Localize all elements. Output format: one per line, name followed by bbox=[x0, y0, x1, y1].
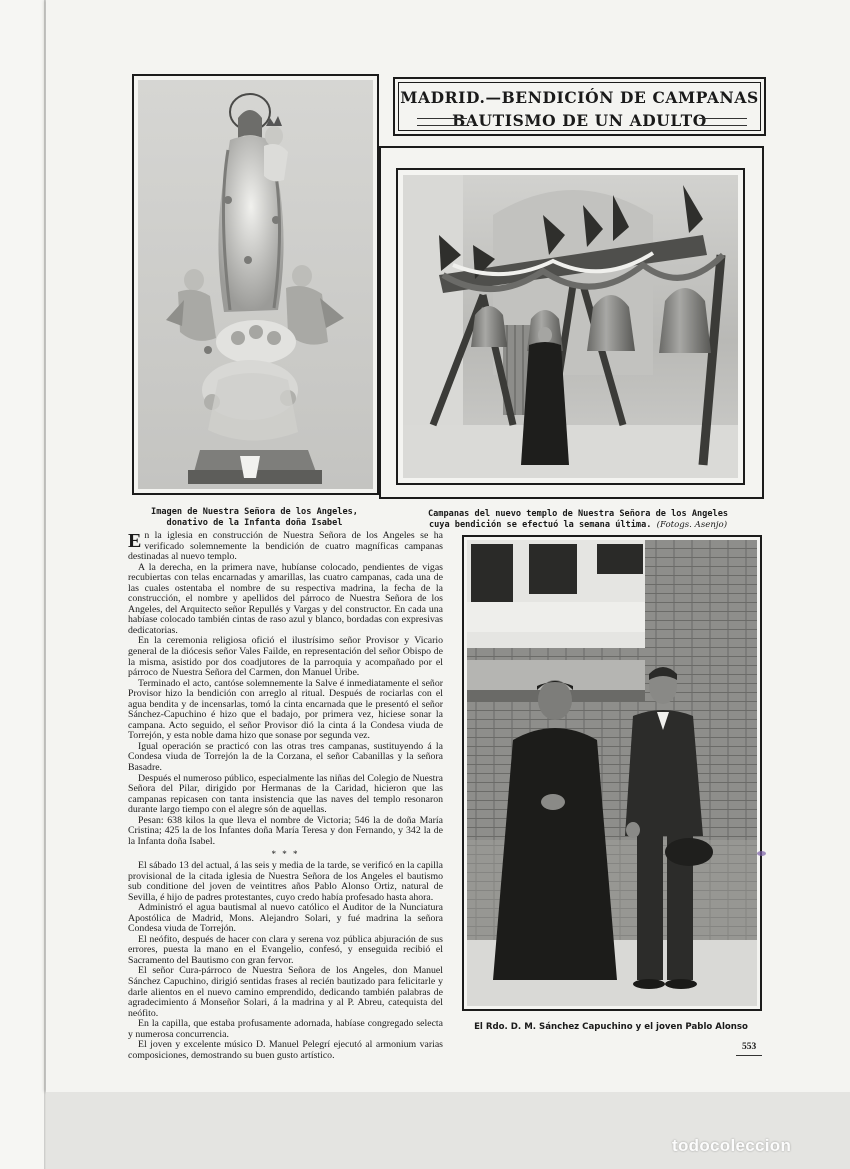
article-paragraph-6: Después el numeroso público, especialmente las niñas del Colegio de Nuestra Señora del Pilar, dirigido por Hermanas de la Caridad, hicieron que las campanas repicasen con tanta insistencia que las naves del templo resonaron durante largo tiempo con el alegre són de aquellas. bbox=[128, 772, 443, 816]
article-paragraph-3: En la ceremonia religiosa ofició el ilustrísimo señor Provisor y Vicario general de la diócesis señor Vales Failde, en representación del señor Obispo de la misma, asistido por dos coadjutores de la parroquia y acompañado por el párroco de Nuestra Señora del Carmen, don Manuel Uribe. bbox=[128, 635, 443, 679]
statue-caption bbox=[133, 507, 376, 529]
watermark-logo: todocoleccion bbox=[672, 1136, 792, 1155]
paragraph-text: n la iglesia en construcción de Nuestra Señora de los Angeles se ha verificado solemnemente la bendición de cuatro magníficas campanas destinadas al nuevo templo. bbox=[128, 530, 443, 563]
drop-cap: E bbox=[128, 530, 142, 552]
ink-stain bbox=[757, 851, 766, 856]
headline-box bbox=[393, 77, 766, 136]
page-spine bbox=[0, 0, 46, 1169]
article-paragraph-10: El neófito, después de hacer con clara y serena voz pública abjuración de sus errores, puesta la mano en el Evangelio, confesó, y enseguida recibió el Sacramento del Bautismo con gran fervor. bbox=[128, 933, 443, 966]
article-paragraph-5: Igual operación se practicó con las otras tres campanas, sustituyendo á la Condesa viuda de Torrejón la de la Corzana, el señor Cabanillas y la señora Basadre. bbox=[128, 740, 443, 774]
bells-caption-line-2 bbox=[388, 520, 768, 531]
statue-photo bbox=[138, 80, 373, 489]
bells-caption-text: cuya bendición se efectuó la semana última. bbox=[428, 520, 652, 530]
article-body bbox=[128, 531, 443, 1061]
bells-photo bbox=[403, 175, 738, 478]
bells-photo-frame bbox=[379, 146, 764, 499]
article-paragraph-4: Terminado el acto, cantóse solemnemente la Salve é inmediatamente el señor Provisor hizo la bendición con arreglo al ritual. Después de rociarlas con el agua bendita y de incensarlas, tomó la cinta encarnada que le presentó el señor Sánchez-Capuchino é hizo que el badajo, por primera vez, hiciese sonar la campana. Acto seguido, el señor Provisor dió la cinta á la Condesa viuda de Torrejón, y esta noble dama hizo que sonase por segunda vez. bbox=[128, 677, 443, 742]
article-paragraph-9: Administró el agua bautismal al nuevo católico el Auditor de la Nunciatura Apostólica de Madrid, Mons. Alejandro Solari, y fué madrina la señora Condesa viuda de Torrejón. bbox=[128, 902, 443, 935]
article-paragraph-7: Pesan: 638 kilos la que lleva el nombre de Victoria; 546 la de doña María Cristina; 425 la de los Infantes doña María Teresa y don Fernando, y 342 la de la Infanta doña Isabel. bbox=[128, 814, 443, 847]
bells-caption-line-1: Campanas del nuevo templo de Nuestra Señora de los Angeles bbox=[427, 509, 729, 519]
statue-photo-frame bbox=[132, 74, 379, 495]
bells-photo-border bbox=[396, 168, 745, 485]
headline-rule-left bbox=[417, 118, 467, 126]
article-paragraph-11: El señor Cura-párroco de Nuestra Señora de los Angeles, don Manuel Sánchez Capuchino, dirigió sentidas frases al recién bautizado para felicitarle y darle alientos en el nuevo camino emprendido, dedicando también palabras de agradecimiento á Monseñor Solari, á la madrina y al P. Abreu, catequista del neófito. bbox=[128, 965, 443, 1019]
bells-caption bbox=[388, 509, 768, 531]
page-number-rule bbox=[736, 1055, 762, 1056]
headline-rule-right bbox=[699, 118, 747, 126]
article-paragraph-12: En la capilla, que estaba profusamente adornada, habíase congregado selecta y numerosa concurrencia. bbox=[128, 1018, 443, 1040]
article-paragraph-2: A la derecha, en la primera nave, hubíanse colocado, pendientes de vigas recubiertas con telas encarnadas y amarillas, las cuatro campanas, cada una de las cuales ostentaba el nombre de su respectiva madrina, la fecha de la construcción, el nombre y apellidos del párroco de Nuestra Señora de los Angeles, del Arquitecto señor Repullés y Vargas y del constructor. En cada una habíase colocado también cintas de raso azul y blanco, bordadas con expresivas dedicatorias. bbox=[128, 561, 443, 636]
portrait-photo bbox=[467, 540, 757, 1006]
article-paragraph-1 bbox=[128, 531, 443, 563]
statue-caption-line-2: donativo de la Infanta doña Isabel bbox=[166, 518, 343, 528]
portrait-caption: El Rdo. D. M. Sánchez Capuchino y el joven Pablo Alonso bbox=[474, 1022, 748, 1032]
headline-line-1: MADRID.—BENDICIÓN DE CAMPANAS bbox=[400, 88, 759, 107]
statue-caption-line-1: Imagen de Nuestra Señora de los Angeles, bbox=[151, 507, 358, 517]
photo-credit: (Fotogs. Asenjo) bbox=[656, 520, 728, 530]
article-paragraph-13: El joven y excelente músico D. Manuel Pelegrí ejecutó al armonium varias composiciones, demostrando su buen gusto artístico. bbox=[128, 1039, 443, 1061]
article-paragraph-8: El sábado 13 del actual, á las seis y media de la tarde, se verificó en la capilla provisional de la citada iglesia de Nuestra Señora de los Angeles el bautismo sub conditione del joven de veintitres años Pablo Alonso Ortiz, natural de Sevilla, é hijo de padres protestantes, cuyo credo había profesado hasta ahora. bbox=[128, 859, 443, 903]
portrait-photo-frame bbox=[462, 535, 762, 1011]
headline-line-2: BAUTISMO DE UN ADULTO bbox=[452, 111, 707, 130]
scan-background bbox=[46, 1092, 850, 1169]
section-separator: * * * bbox=[271, 849, 300, 860]
page-number: 553 bbox=[742, 1042, 757, 1052]
